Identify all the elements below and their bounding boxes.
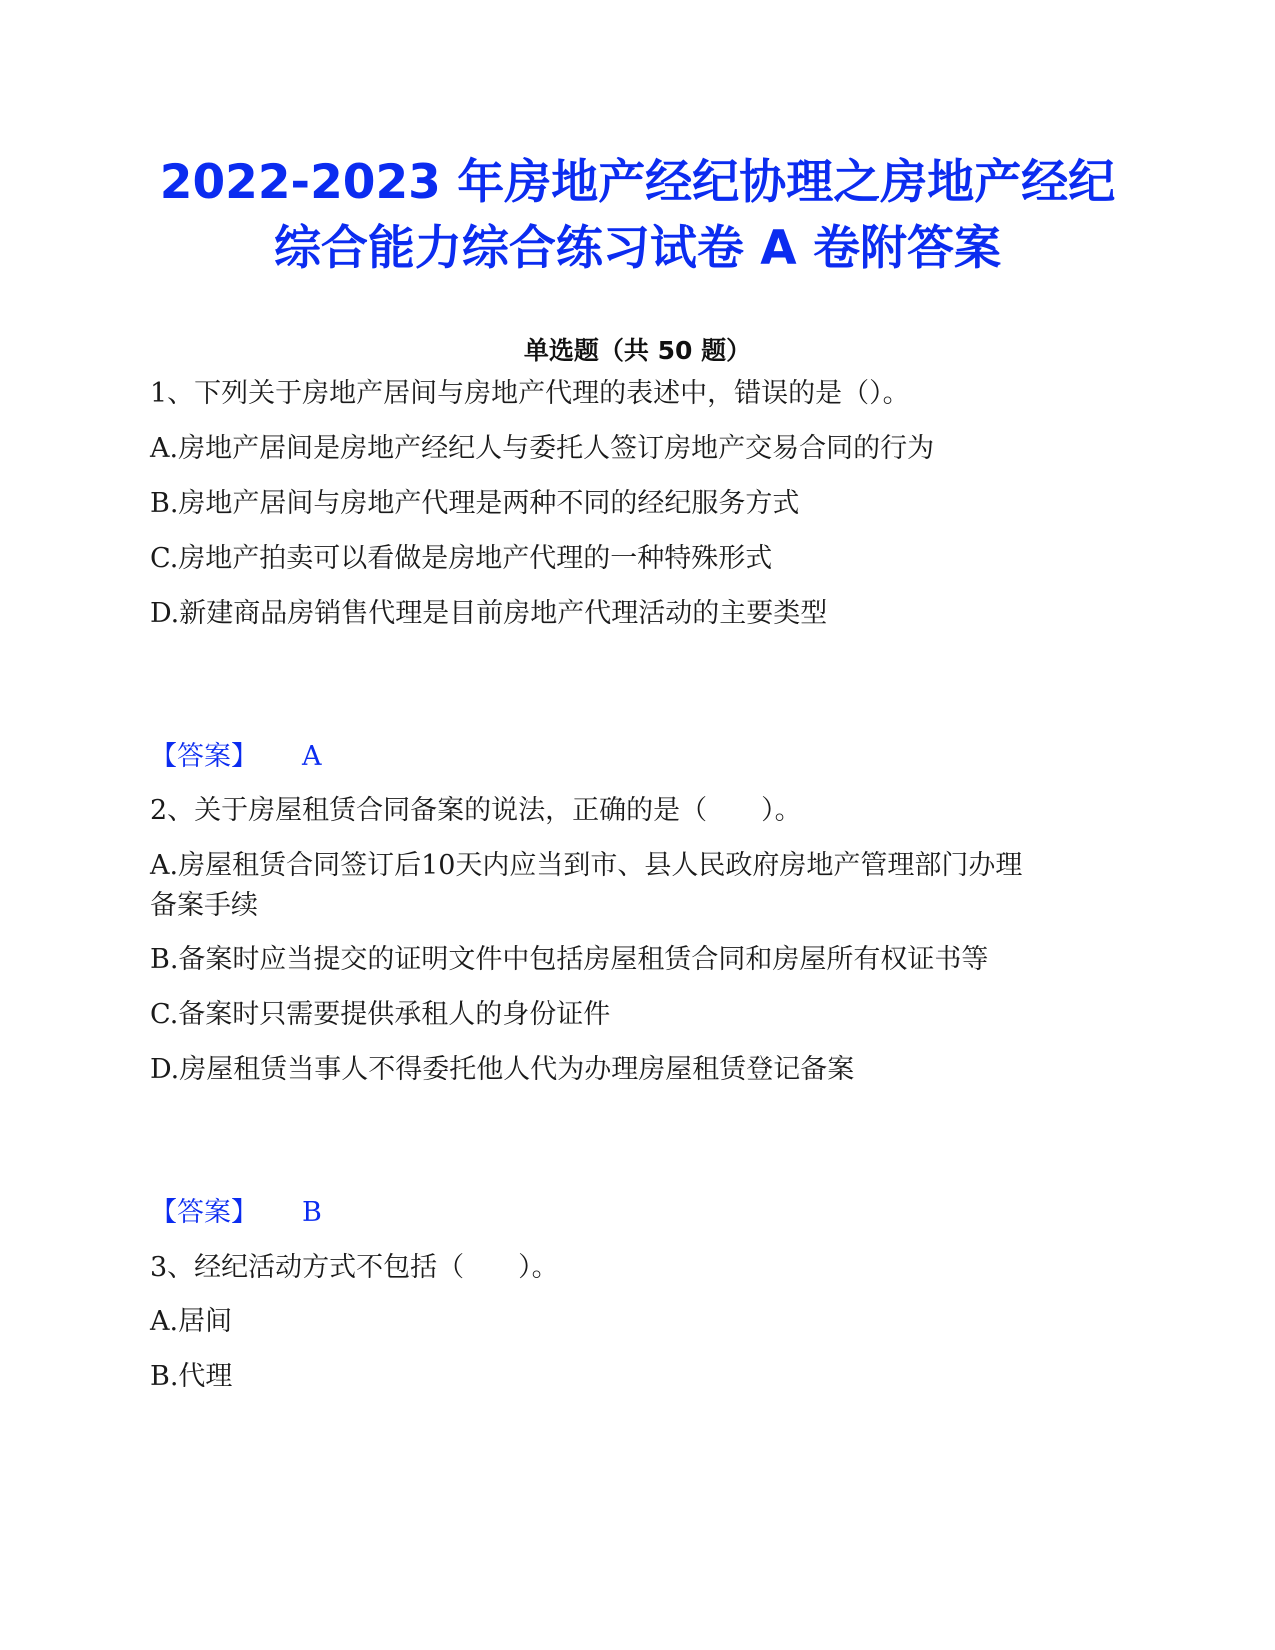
title-line-2: 综合能力综合练习试卷 A 卷附答案 (273, 221, 1002, 276)
section-heading: 单选题（共 50 题） (523, 336, 752, 365)
question-2-option-b: B.备案时应当提交的证明文件中包括房屋租赁合同和房屋所有权证书等 (150, 944, 989, 975)
question-2-option-a: A.房屋租赁合同签订后10天内应当到市、县人民政府房地产管理部门办理 (150, 850, 1023, 881)
question-2-stem: 2、关于房屋租赁合同备案的说法，正确的是（ ）。 (150, 795, 802, 826)
question-1-stem: 1、下列关于房地产居间与房地产代理的表述中，错误的是（）。 (150, 378, 910, 409)
title-line-1: 2022-2023 年房地产经纪协理之房地产经纪 (159, 155, 1116, 210)
answer-value: A (302, 741, 322, 772)
question-2-option-d: D.房屋租赁当事人不得委托他人代为办理房屋租赁登记备案 (150, 1054, 855, 1085)
answer-label: 【答案】 (150, 741, 258, 772)
document-title (100, 150, 1175, 282)
question-1-option-a: A.房地产居间是房地产经纪人与委托人签订房地产交易合同的行为 (150, 433, 935, 464)
question-2-option-c: C.备案时只需要提供承租人的身份证件 (150, 999, 611, 1030)
question-1-option-b: B.房地产居间与房地产代理是两种不同的经纪服务方式 (150, 488, 800, 519)
question-3-stem: 3、经纪活动方式不包括（ ）。 (150, 1252, 559, 1283)
question-3-option-a: A.居间 (150, 1306, 233, 1337)
answer-value: B (302, 1197, 322, 1228)
answer-label: 【答案】 (150, 1197, 258, 1228)
question-3-option-b: B.代理 (150, 1361, 233, 1392)
question-2-option-a-continued: 备案手续 (150, 890, 258, 921)
question-1-option-d: D.新建商品房销售代理是目前房地产代理活动的主要类型 (150, 598, 828, 629)
question-1-answer (150, 737, 322, 777)
question-1-option-c: C.房地产拍卖可以看做是房地产代理的一种特殊形式 (150, 543, 773, 574)
question-2-answer (150, 1193, 322, 1233)
